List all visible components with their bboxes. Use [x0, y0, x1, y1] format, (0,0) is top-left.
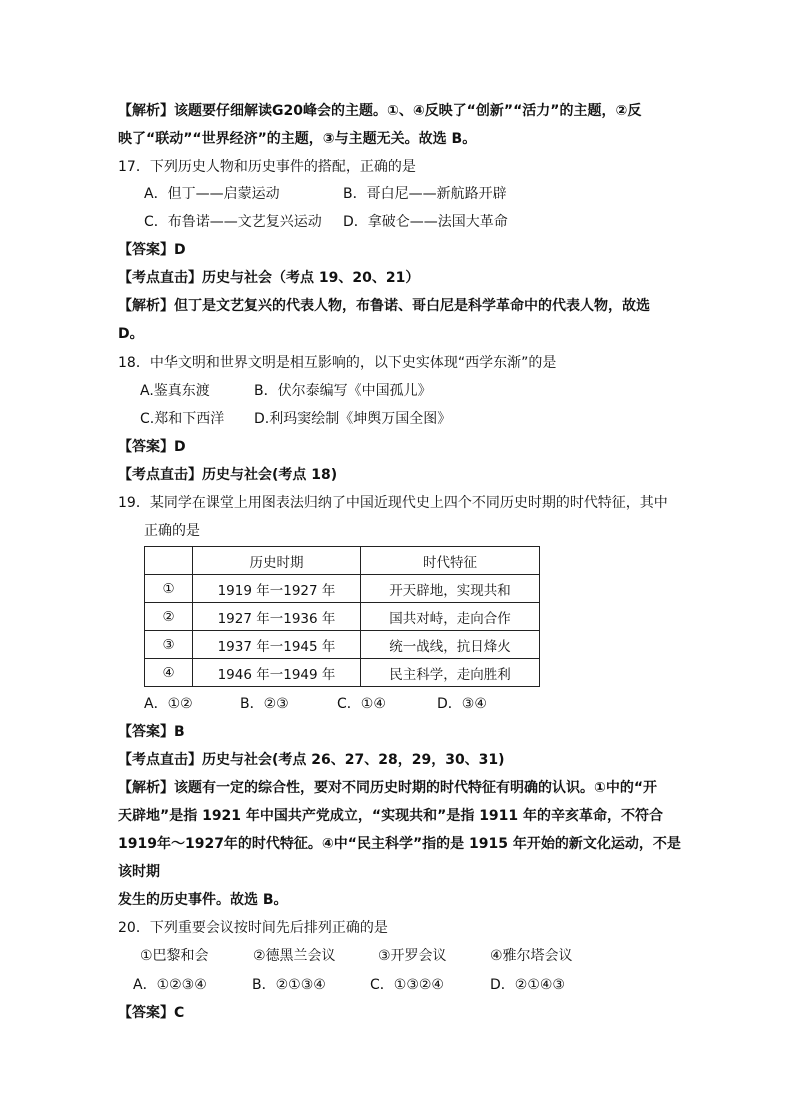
q18-kaodian: 【考点直击】历史与社会(考点 18)	[118, 467, 338, 483]
q18-option-c: C.郑和下西洋	[140, 411, 225, 427]
table-cell: ①	[145, 575, 193, 603]
q17-analysis-line-2: D。	[118, 326, 144, 342]
q18-option-b: B．伏尔泰编写《中国孤儿》	[254, 383, 432, 399]
table-header-cell	[145, 547, 193, 575]
q20-option-b: B．②①③④	[252, 977, 326, 993]
table-row	[145, 603, 540, 631]
q20-answer: 【答案】C	[118, 1005, 185, 1021]
q20-item-2: ②德黑兰会议	[253, 948, 336, 964]
q19-option-c: C．①④	[337, 696, 386, 712]
q19-option-b: B．②③	[240, 696, 289, 712]
q18-stem: 18．中华文明和世界文明是相互影响的，以下史实体现“西学东渐”的是	[118, 355, 557, 371]
q19-analysis-line-5: 发生的历史事件。故选 B。	[118, 892, 288, 908]
q20-option-d: D．②①④③	[490, 977, 565, 993]
table-cell: ③	[145, 631, 193, 659]
q20-item-4: ④雅尔塔会议	[490, 948, 573, 964]
table-cell: 1946 年一1949 年	[193, 659, 361, 687]
q17-option-a: A．但丁——启蒙运动	[144, 186, 280, 202]
q17-option-d: D．拿破仑——法国大革命	[343, 214, 508, 230]
q17-stem: 17．下列历史人物和历史事件的搭配，正确的是	[118, 159, 416, 175]
q20-item-3: ③开罗会议	[378, 948, 447, 964]
q19-option-a: A．①②	[144, 696, 193, 712]
table-cell: 1927 年一1936 年	[193, 603, 361, 631]
table-header-cell: 时代特征	[361, 547, 540, 575]
q19-analysis-line-2: 天辟地”是指 1921 年中国共产党成立，“实现共和”是指 1911 年的辛亥革命，不符合	[118, 808, 664, 824]
table-row	[145, 575, 540, 603]
q17-analysis-line-1: 【解析】但丁是文艺复兴的代表人物，布鲁诺、哥白尼是科学革命中的代表人物，故选	[118, 298, 650, 314]
table-cell: 1919 年一1927 年	[193, 575, 361, 603]
table-cell: 统一战线，抗日烽火	[361, 631, 540, 659]
table-row	[145, 659, 540, 687]
q19-answer: 【答案】B	[118, 724, 185, 740]
table-cell: ④	[145, 659, 193, 687]
table-header-cell: 历史时期	[193, 547, 361, 575]
q19-option-d: D．③④	[437, 696, 487, 712]
q17-option-c: C．布鲁诺——文艺复兴运动	[144, 214, 322, 230]
q19-analysis-line-3: 1919年～1927年的时代特征。④中“民主科学”指的是 1915 年开始的新文化运动，不是	[118, 836, 681, 852]
table-cell: ②	[145, 603, 193, 631]
table-cell: 开天辟地，实现共和	[361, 575, 540, 603]
q19-stem-line-2: 正确的是	[144, 523, 200, 539]
q18-option-a: A.鉴真东渡	[140, 383, 210, 399]
table-cell: 1937 年一1945 年	[193, 631, 361, 659]
q17-kaodian: 【考点直击】历史与社会（考点 19、20、21）	[118, 270, 420, 286]
q20-option-a: A．①②③④	[133, 977, 207, 993]
table-cell: 国共对峙，走向合作	[361, 603, 540, 631]
q18-option-d: D.利玛窦绘制《坤舆万国全图》	[254, 411, 452, 427]
q20-option-c: C．①③②④	[370, 977, 444, 993]
q17-answer: 【答案】D	[118, 242, 186, 258]
q19-kaodian: 【考点直击】历史与社会(考点 26、27、28，29，30、31)	[118, 752, 505, 768]
q20-item-1: ①巴黎和会	[140, 948, 209, 964]
q19-analysis-line-4: 该时期	[118, 864, 160, 880]
table-cell: 民主科学，走向胜利	[361, 659, 540, 687]
q17-option-b: B．哥白尼——新航路开辟	[343, 186, 507, 202]
era-table	[144, 546, 540, 687]
table-header-row	[145, 547, 540, 575]
q19-analysis-line-1: 【解析】该题有一定的综合性，要对不同历史时期的时代特征有明确的认识。①中的“开	[118, 780, 658, 796]
q18-answer: 【答案】D	[118, 439, 186, 455]
table-row	[145, 631, 540, 659]
intro-analysis-line-1: 【解析】该题要仔细解读G20峰会的主题。①、④反映了“创新”“活力”的主题，②反	[118, 103, 642, 119]
q20-stem: 20．下列重要会议按时间先后排列正确的是	[118, 920, 388, 936]
intro-analysis-line-2: 映了“联动”“世界经济”的主题，③与主题无关。故选 B。	[118, 131, 477, 147]
q19-stem-line-1: 19．某同学在课堂上用图表法归纳了中国近现代史上四个不同历史时期的时代特征，其中	[118, 495, 668, 511]
